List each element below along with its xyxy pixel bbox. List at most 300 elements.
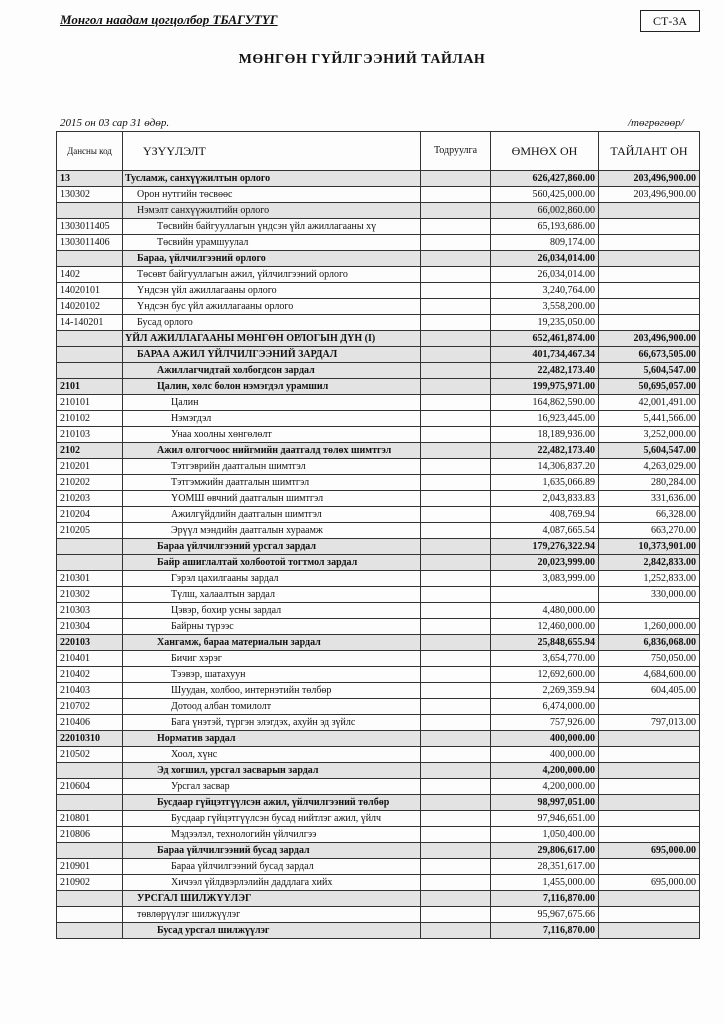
table-row [57, 619, 700, 635]
note-cell [421, 283, 491, 299]
reporting-year-cell [599, 203, 700, 219]
indicator-cell: Ажилгүйдлийн даатгалын шимтгэл [123, 507, 421, 523]
indicator-cell: Бараа үйлчилгээний бусад зардал [123, 843, 421, 859]
reporting-year-cell: 5,604,547.00 [599, 363, 700, 379]
currency-unit: /төгрөгөөр/ [628, 117, 684, 129]
indicator-cell: Бичиг хэрэг [123, 651, 421, 667]
note-cell [421, 875, 491, 891]
reporting-year-cell [599, 923, 700, 939]
reporting-year-cell: 331,636.00 [599, 491, 700, 507]
account-code-cell: 210502 [57, 747, 123, 763]
indicator-cell: БАРАА АЖИЛ ҮЙЛЧИЛГЭЭНИЙ ЗАРДАЛ [123, 347, 421, 363]
indicator-cell: Түлш, халаалтын зардал [123, 587, 421, 603]
table-row [57, 843, 700, 859]
account-code-cell: 1402 [57, 267, 123, 283]
note-cell [421, 267, 491, 283]
previous-year-cell: 401,734,467.34 [491, 347, 599, 363]
indicator-cell: Байрны түрээс [123, 619, 421, 635]
column-header-reporting-year: ТАЙЛАНТ ОН [599, 132, 700, 171]
account-code-cell [57, 923, 123, 939]
reporting-year-cell: 695,000.00 [599, 875, 700, 891]
indicator-cell: Үндсэн бус үйл ажиллагааны орлого [123, 299, 421, 315]
previous-year-cell: 12,692,600.00 [491, 667, 599, 683]
indicator-cell: Цалин [123, 395, 421, 411]
table-row [57, 923, 700, 939]
previous-year-cell: 2,269,359.94 [491, 683, 599, 699]
reporting-year-cell [599, 315, 700, 331]
note-cell [421, 731, 491, 747]
note-cell [421, 699, 491, 715]
note-cell [421, 859, 491, 875]
table-row [57, 315, 700, 331]
reporting-year-cell [599, 603, 700, 619]
table-row [57, 267, 700, 283]
previous-year-cell: 408,769.94 [491, 507, 599, 523]
table-row [57, 171, 700, 187]
previous-year-cell: 626,427,860.00 [491, 171, 599, 187]
reporting-year-cell [599, 811, 700, 827]
reporting-year-cell: 750,050.00 [599, 651, 700, 667]
account-code-cell: 210604 [57, 779, 123, 795]
previous-year-cell: 164,862,590.00 [491, 395, 599, 411]
previous-year-cell: 1,050,400.00 [491, 827, 599, 843]
account-code-cell: 210201 [57, 459, 123, 475]
note-cell [421, 763, 491, 779]
table-row [57, 555, 700, 571]
note-cell [421, 363, 491, 379]
reporting-year-cell: 203,496,900.00 [599, 187, 700, 203]
note-cell [421, 619, 491, 635]
account-code-cell: 210204 [57, 507, 123, 523]
reporting-year-cell: 5,604,547.00 [599, 443, 700, 459]
previous-year-cell: 14,306,837.20 [491, 459, 599, 475]
account-code-cell [57, 843, 123, 859]
previous-year-cell: 179,276,322.94 [491, 539, 599, 555]
indicator-cell: Хичээл үйлдвэрлэлийн даддлага хийх [123, 875, 421, 891]
previous-year-cell: 400,000.00 [491, 731, 599, 747]
reporting-year-cell [599, 827, 700, 843]
table-row [57, 635, 700, 651]
note-cell [421, 315, 491, 331]
table-row [57, 715, 700, 731]
reporting-year-cell: 50,695,057.00 [599, 379, 700, 395]
previous-year-cell: 3,654,770.00 [491, 651, 599, 667]
previous-year-cell: 25,848,655.94 [491, 635, 599, 651]
previous-year-cell: 18,189,936.00 [491, 427, 599, 443]
note-cell [421, 491, 491, 507]
note-cell [421, 635, 491, 651]
indicator-cell: ҮОМШ өвчний даатгалын шимтгэл [123, 491, 421, 507]
previous-year-cell: 3,558,200.00 [491, 299, 599, 315]
indicator-cell: Үндсэн үйл ажиллагааны орлого [123, 283, 421, 299]
reporting-year-cell: 42,001,491.00 [599, 395, 700, 411]
table-body [57, 171, 700, 939]
reporting-year-cell [599, 891, 700, 907]
reporting-year-cell: 2,842,833.00 [599, 555, 700, 571]
reporting-year-cell: 280,284.00 [599, 475, 700, 491]
note-cell [421, 555, 491, 571]
account-code-cell: 2101 [57, 379, 123, 395]
reporting-year-cell: 604,405.00 [599, 683, 700, 699]
previous-year-cell: 26,034,014.00 [491, 267, 599, 283]
previous-year-cell: 29,806,617.00 [491, 843, 599, 859]
previous-year-cell: 6,474,000.00 [491, 699, 599, 715]
account-code-cell: 14-140201 [57, 315, 123, 331]
account-code-cell: 210401 [57, 651, 123, 667]
note-cell [421, 587, 491, 603]
account-code-cell: 210103 [57, 427, 123, 443]
note-cell [421, 603, 491, 619]
indicator-cell: Орон нутгийн төсвөөс [123, 187, 421, 203]
reporting-year-cell [599, 299, 700, 315]
indicator-cell: Бараа үйлчилгээний урсгал зардал [123, 539, 421, 555]
table-row [57, 811, 700, 827]
account-code-cell: 210304 [57, 619, 123, 635]
table-row [57, 699, 700, 715]
previous-year-cell: 757,926.00 [491, 715, 599, 731]
note-cell [421, 187, 491, 203]
reporting-year-cell: 1,260,000.00 [599, 619, 700, 635]
reporting-year-cell [599, 747, 700, 763]
note-cell [421, 235, 491, 251]
account-code-cell: 210205 [57, 523, 123, 539]
indicator-cell: Бусдаар гүйцэтгүүлсэн бусад нийтлэг ажил, үйлч [123, 811, 421, 827]
note-cell [421, 571, 491, 587]
note-cell [421, 171, 491, 187]
previous-year-cell: 20,023,999.00 [491, 555, 599, 571]
previous-year-cell: 1,455,000.00 [491, 875, 599, 891]
previous-year-cell: 19,235,050.00 [491, 315, 599, 331]
account-code-cell [57, 763, 123, 779]
account-code-cell: 14020102 [57, 299, 123, 315]
table-row [57, 779, 700, 795]
table-row [57, 283, 700, 299]
table-row [57, 603, 700, 619]
note-cell [421, 779, 491, 795]
note-cell [421, 427, 491, 443]
reporting-year-cell: 10,373,901.00 [599, 539, 700, 555]
note-cell [421, 747, 491, 763]
previous-year-cell: 2,043,833.83 [491, 491, 599, 507]
previous-year-cell: 4,200,000.00 [491, 779, 599, 795]
indicator-cell: Төсвийн байгууллагын үндсэн үйл ажиллагааны хү [123, 219, 421, 235]
account-code-cell [57, 363, 123, 379]
reporting-year-cell [599, 907, 700, 923]
account-code-cell: 1303011406 [57, 235, 123, 251]
reporting-year-cell: 6,836,068.00 [599, 635, 700, 651]
previous-year-cell: 22,482,173.40 [491, 363, 599, 379]
reporting-year-cell [599, 779, 700, 795]
account-code-cell [57, 795, 123, 811]
indicator-cell: Тэтгэврийн даатгалын шимтгэл [123, 459, 421, 475]
table-row [57, 651, 700, 667]
indicator-cell: Тээвэр, шатахуун [123, 667, 421, 683]
note-cell [421, 843, 491, 859]
previous-year-cell: 3,240,764.00 [491, 283, 599, 299]
table-row [57, 667, 700, 683]
indicator-cell: Бараа үйлчилгээний бусад зардал [123, 859, 421, 875]
previous-year-cell: 4,087,665.54 [491, 523, 599, 539]
account-code-cell: 210303 [57, 603, 123, 619]
note-cell [421, 523, 491, 539]
table-row [57, 763, 700, 779]
previous-year-cell: 66,002,860.00 [491, 203, 599, 219]
table-row [57, 859, 700, 875]
table-row [57, 187, 700, 203]
reporting-year-cell [599, 699, 700, 715]
account-code-cell: 210102 [57, 411, 123, 427]
column-header-note: Тодруулга [421, 132, 491, 171]
note-cell [421, 299, 491, 315]
table-row [57, 491, 700, 507]
account-code-cell: 130302 [57, 187, 123, 203]
note-cell [421, 715, 491, 731]
reporting-year-cell: 4,263,029.00 [599, 459, 700, 475]
account-code-cell [57, 907, 123, 923]
note-cell [421, 827, 491, 843]
form-code: СТ-3А [640, 10, 700, 32]
indicator-cell: Ажиллагчидтай холбогдсон зардал [123, 363, 421, 379]
reporting-year-cell: 695,000.00 [599, 843, 700, 859]
reporting-year-cell [599, 267, 700, 283]
account-code-cell: 210801 [57, 811, 123, 827]
table-row [57, 331, 700, 347]
previous-year-cell: 7,116,870.00 [491, 923, 599, 939]
table-row [57, 571, 700, 587]
note-cell [421, 203, 491, 219]
table-row [57, 683, 700, 699]
table-row [57, 411, 700, 427]
previous-year-cell: 7,116,870.00 [491, 891, 599, 907]
indicator-cell: Норматив зардал [123, 731, 421, 747]
table-row [57, 827, 700, 843]
table-row [57, 523, 700, 539]
reporting-year-cell: 663,270.00 [599, 523, 700, 539]
previous-year-cell: 98,997,051.00 [491, 795, 599, 811]
table-row [57, 427, 700, 443]
account-code-cell [57, 539, 123, 555]
indicator-cell: Хоол, хүнс [123, 747, 421, 763]
table-row [57, 203, 700, 219]
account-code-cell: 210301 [57, 571, 123, 587]
reporting-year-cell: 1,252,833.00 [599, 571, 700, 587]
note-cell [421, 651, 491, 667]
note-cell [421, 395, 491, 411]
indicator-cell: Нэмэлт санхүүжилтийн орлого [123, 203, 421, 219]
indicator-cell: Тусламж, санхүүжилтын орлого [123, 171, 421, 187]
account-code-cell: 210902 [57, 875, 123, 891]
indicator-cell: Бага үнэтэй, түргэн элэгдэх, ахуйн эд зүйлс [123, 715, 421, 731]
table-row [57, 747, 700, 763]
note-cell [421, 411, 491, 427]
table-row [57, 539, 700, 555]
indicator-cell: Цэвэр, бохир усны зардал [123, 603, 421, 619]
account-code-cell: 22010310 [57, 731, 123, 747]
account-code-cell: 210406 [57, 715, 123, 731]
indicator-cell: Төсөвт байгууллагын ажил, үйлчилгээний орлого [123, 267, 421, 283]
table-row [57, 299, 700, 315]
cash-flow-table [56, 131, 700, 939]
note-cell [421, 683, 491, 699]
indicator-cell: Бараа, үйлчилгээний орлого [123, 251, 421, 267]
previous-year-cell: 3,083,999.00 [491, 571, 599, 587]
report-title: МӨНГӨН ГҮЙЛГЭЭНИЙ ТАЙЛАН [238, 52, 486, 67]
previous-year-cell: 809,174.00 [491, 235, 599, 251]
note-cell [421, 251, 491, 267]
indicator-cell: Нэмэгдэл [123, 411, 421, 427]
table-row [57, 475, 700, 491]
account-code-cell: 1303011405 [57, 219, 123, 235]
reporting-year-cell: 203,496,900.00 [599, 331, 700, 347]
table-row [57, 731, 700, 747]
note-cell [421, 219, 491, 235]
note-cell [421, 507, 491, 523]
reporting-year-cell: 5,441,566.00 [599, 411, 700, 427]
account-code-cell [57, 555, 123, 571]
reporting-year-cell [599, 283, 700, 299]
reporting-year-cell: 4,684,600.00 [599, 667, 700, 683]
indicator-cell: Дотоод албан томилолт [123, 699, 421, 715]
table-row [57, 395, 700, 411]
indicator-cell: УРСГАЛ ШИЛЖҮҮЛЭГ [123, 891, 421, 907]
previous-year-cell: 95,967,675.66 [491, 907, 599, 923]
reporting-year-cell [599, 859, 700, 875]
previous-year-cell: 1,635,066.89 [491, 475, 599, 491]
previous-year-cell: 199,975,971.00 [491, 379, 599, 395]
indicator-cell: төвлөрүүлэг шилжүүлэг [123, 907, 421, 923]
table-row [57, 251, 700, 267]
previous-year-cell: 16,923,445.00 [491, 411, 599, 427]
account-code-cell: 220103 [57, 635, 123, 651]
table-row [57, 347, 700, 363]
reporting-year-cell [599, 235, 700, 251]
account-code-cell: 210302 [57, 587, 123, 603]
note-cell [421, 795, 491, 811]
reporting-year-cell: 797,013.00 [599, 715, 700, 731]
reporting-year-cell: 330,000.00 [599, 587, 700, 603]
reporting-year-cell: 203,496,900.00 [599, 171, 700, 187]
indicator-cell: Шуудан, холбоо, интернэтийн төлбөр [123, 683, 421, 699]
account-code-cell: 210101 [57, 395, 123, 411]
note-cell [421, 539, 491, 555]
previous-year-cell: 12,460,000.00 [491, 619, 599, 635]
column-header-account-code: Дансны код [57, 132, 123, 171]
previous-year-cell: 97,946,651.00 [491, 811, 599, 827]
reporting-year-cell: 66,328.00 [599, 507, 700, 523]
table-row [57, 219, 700, 235]
table-header-row [57, 132, 700, 171]
previous-year-cell: 22,482,173.40 [491, 443, 599, 459]
account-code-cell [57, 891, 123, 907]
account-code-cell [57, 203, 123, 219]
account-code-cell [57, 251, 123, 267]
indicator-cell: Бусдаар гүйцэтгүүлсэн ажил, үйлчилгээний төлбөр [123, 795, 421, 811]
indicator-cell: Гэрэл цахилгааны зардал [123, 571, 421, 587]
table-row [57, 379, 700, 395]
organization-name: Монгол наадам цогцолбор ТБАГУТҮГ [60, 12, 278, 27]
table-row [57, 891, 700, 907]
note-cell [421, 891, 491, 907]
account-code-cell: 210702 [57, 699, 123, 715]
indicator-cell: Эрүүл мэндийн даатгалын хураамж [123, 523, 421, 539]
indicator-cell: Ажил олгогчоос нийгмийн даатгалд төлөх шимтгэл [123, 443, 421, 459]
table-row [57, 875, 700, 891]
table-row [57, 363, 700, 379]
reporting-year-cell [599, 251, 700, 267]
table-row [57, 459, 700, 475]
note-cell [421, 379, 491, 395]
indicator-cell: Урсгал засвар [123, 779, 421, 795]
reporting-year-cell [599, 219, 700, 235]
previous-year-cell [491, 587, 599, 603]
account-code-cell: 210901 [57, 859, 123, 875]
note-cell [421, 923, 491, 939]
column-header-indicator: ҮЗҮҮЛЭЛТ [123, 132, 421, 171]
note-cell [421, 811, 491, 827]
report-date: 2015 он 03 сар 31 өдөр. [60, 117, 170, 129]
account-code-cell: 2102 [57, 443, 123, 459]
table-row [57, 507, 700, 523]
account-code-cell: 210402 [57, 667, 123, 683]
account-code-cell: 210403 [57, 683, 123, 699]
reporting-year-cell: 3,252,000.00 [599, 427, 700, 443]
indicator-cell: Эд хогшил, урсгал засварын зардал [123, 763, 421, 779]
indicator-cell: Цалин, хөлс болон нэмэгдэл урамшил [123, 379, 421, 395]
reporting-year-cell: 66,673,505.00 [599, 347, 700, 363]
previous-year-cell: 28,351,617.00 [491, 859, 599, 875]
previous-year-cell: 560,425,000.00 [491, 187, 599, 203]
note-cell [421, 907, 491, 923]
reporting-year-cell [599, 795, 700, 811]
previous-year-cell: 652,461,874.00 [491, 331, 599, 347]
previous-year-cell: 65,193,686.00 [491, 219, 599, 235]
indicator-cell: Байр ашиглалтай холбоотой тогтмол зардал [123, 555, 421, 571]
reporting-year-cell [599, 731, 700, 747]
indicator-cell: ҮЙЛ АЖИЛЛАГААНЫ МӨНГӨН ОРЛОГЫН ДҮН (I) [123, 331, 421, 347]
account-code-cell: 14020101 [57, 283, 123, 299]
previous-year-cell: 4,480,000.00 [491, 603, 599, 619]
indicator-cell: Унаа хоолны хөнгөлөлт [123, 427, 421, 443]
reporting-year-cell [599, 763, 700, 779]
indicator-cell: Бусад орлого [123, 315, 421, 331]
table-row [57, 587, 700, 603]
indicator-cell: Тэтгэмжийн даатгалын шимтгэл [123, 475, 421, 491]
indicator-cell: Төсвийн урамшуулал [123, 235, 421, 251]
indicator-cell: Мэдээлэл, технологийн үйлчилгээ [123, 827, 421, 843]
account-code-cell: 13 [57, 171, 123, 187]
note-cell [421, 459, 491, 475]
previous-year-cell: 4,200,000.00 [491, 763, 599, 779]
account-code-cell: 210806 [57, 827, 123, 843]
indicator-cell: Бусад урсгал шилжүүлэг [123, 923, 421, 939]
note-cell [421, 443, 491, 459]
account-code-cell [57, 331, 123, 347]
note-cell [421, 331, 491, 347]
account-code-cell: 210202 [57, 475, 123, 491]
note-cell [421, 347, 491, 363]
note-cell [421, 667, 491, 683]
account-code-cell [57, 347, 123, 363]
indicator-cell: Хангамж, бараа материалын зардал [123, 635, 421, 651]
note-cell [421, 475, 491, 491]
column-header-previous-year: ӨМНӨХ ОН [491, 132, 599, 171]
previous-year-cell: 26,034,014.00 [491, 251, 599, 267]
table-row [57, 235, 700, 251]
table-row [57, 795, 700, 811]
account-code-cell: 210203 [57, 491, 123, 507]
table-row [57, 907, 700, 923]
table-row [57, 443, 700, 459]
